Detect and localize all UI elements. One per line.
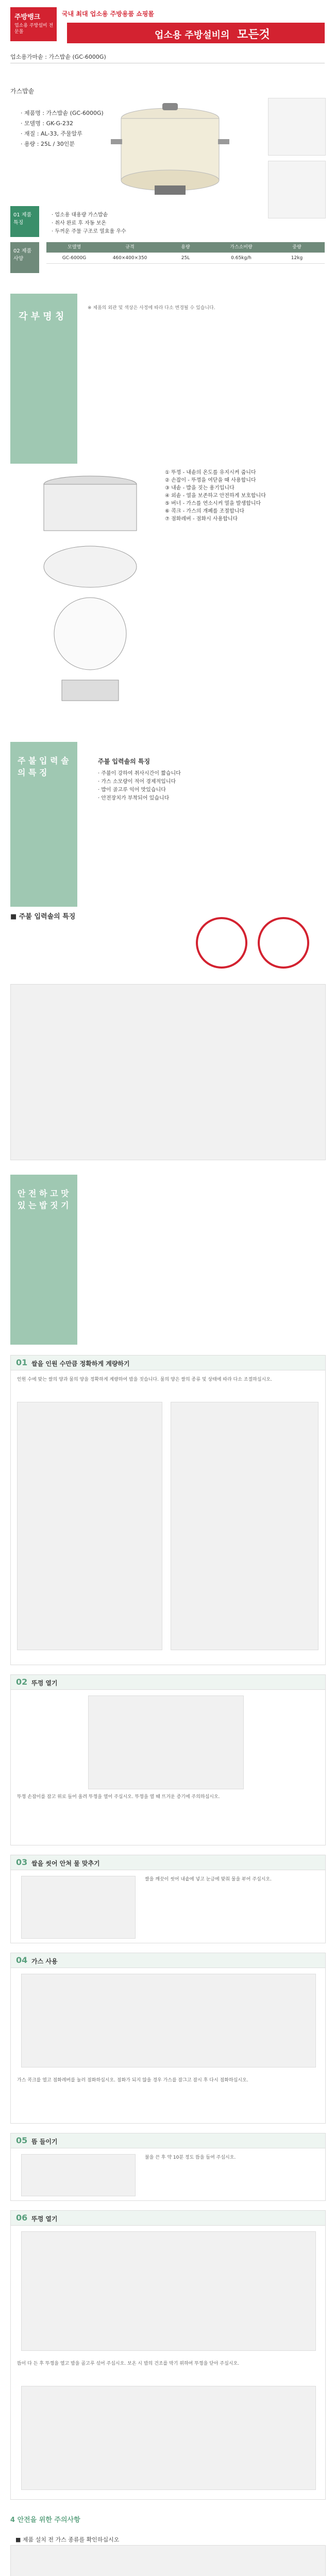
section-number: 2 bbox=[23, 798, 73, 882]
section-number-box bbox=[10, 1175, 77, 1345]
step-text: 불을 끈 후 약 10분 정도 뜸을 들여 주십시오. bbox=[145, 2155, 236, 2160]
section-title: 각 부 명 칭 bbox=[19, 311, 64, 322]
burner-feature-list bbox=[98, 757, 314, 803]
step-text: 인원 수에 맞는 쌀의 양과 물의 양을 정확하게 계량하여 밥을 짓습니다. 물의 양은 쌀의 종류 및 상태에 따라 다소 조절하십시오. bbox=[17, 1377, 272, 1382]
burner-subtitle: 주불 입력솔의 특징 bbox=[98, 758, 150, 765]
logo-name: 주방뱅크 bbox=[14, 13, 41, 21]
product-thumbnails bbox=[268, 98, 325, 224]
burner-photo bbox=[10, 984, 326, 1160]
spec-line: · 제품명 : 가스밥솥 (GC-6000G) bbox=[21, 110, 104, 116]
part-label: ② 손잡이 - 뚜껑을 여닫을 때 사용합니다 bbox=[165, 478, 256, 483]
brand-logo[interactable] bbox=[10, 7, 57, 41]
thumbnail[interactable] bbox=[268, 98, 326, 156]
feature-list bbox=[52, 211, 126, 236]
section-part-names bbox=[0, 294, 335, 464]
safety-section bbox=[0, 2514, 335, 2576]
part-label: ⑤ 버너 - 가스를 연소시켜 열을 발생합니다 bbox=[165, 501, 261, 506]
step-image bbox=[88, 1696, 244, 1789]
step-card-04: 04 가스 사용 가스 콕크를 열고 점화레버를 눌러 점화하십시오. 점화가 되지 않을 경우 가스를 잠그고 잠시 후 다시 점화하십시오. bbox=[10, 1953, 326, 2124]
step-text: 뚜껑 손잡이를 잡고 위로 들어 올려 뚜껑을 열어 주십시오. 뚜껑을 열 때 뜨거운 증기에 주의하십시오. bbox=[17, 1794, 220, 1800]
burner-feature: · 안전장치가 부착되어 있습니다 bbox=[98, 795, 170, 801]
spec-table bbox=[46, 242, 325, 264]
part-label: ⑥ 콕크 - 가스의 개폐를 조절합니다 bbox=[165, 509, 245, 514]
section-title: 안 전 하 고 맛 있 는 밥 짓 기 bbox=[18, 1189, 69, 1210]
step-card-06: 06 뚜껑 열기 뜸이 다 든 후 뚜껑을 열고 밥을 골고루 섞어 주십시오. 보온 시 밥의 건조를 막기 위하여 뚜껑을 닫아 주십시오. bbox=[10, 2210, 326, 2500]
feature-item: · 두꺼운 주물 구조로 열효율 우수 bbox=[52, 229, 126, 234]
step-card-03: 03 쌀을 씻어 안쳐 물 맞추기 쌀을 깨끗이 씻어 내솥에 넣고 눈금에 맞춰 물을 부어 주십시오. bbox=[10, 1855, 326, 1943]
spec-table-head: 모델명 규격 용량 가스소비량 중량 bbox=[46, 242, 325, 253]
banner-main: 업소용 주방설비의 bbox=[155, 30, 230, 41]
water-table bbox=[171, 1402, 319, 1650]
section-number-box bbox=[10, 742, 77, 907]
product-hero bbox=[0, 77, 335, 294]
spec-line: · 모델명 : GK-G-232 bbox=[21, 120, 74, 127]
burner-feature: · 가스 소모량이 적어 경제적입니다 bbox=[98, 779, 176, 785]
feature-item: · 업소용 대용량 가스밥솥 bbox=[52, 212, 108, 218]
product-name: 가스밥솥 bbox=[10, 88, 35, 95]
header-tagline: 국내 최대 업소용 주방용품 쇼핑몰 bbox=[62, 10, 155, 18]
logo-subtitle: 업소용 주방설비 전문몰 bbox=[14, 23, 54, 35]
banner-big: 모든것 bbox=[237, 28, 270, 41]
part-label: ③ 내솥 - 밥을 짓는 용기입니다 bbox=[165, 485, 234, 491]
product-specs bbox=[21, 108, 104, 149]
spec-line: · 재질 : AL-33, 주물알루 bbox=[21, 130, 82, 137]
spec-table-row: GC-6000G 460×400×350 25L 0.65kg/h 12kg bbox=[46, 253, 325, 264]
safety-image bbox=[10, 2545, 326, 2576]
safety-item: ■ 제품 설치 전 가스 종류를 확인하십시오 bbox=[15, 2536, 120, 2543]
product-line: 업소용가마솥 : 가스밥솥 (GC-6000G) bbox=[10, 54, 106, 60]
section-main-burner bbox=[0, 742, 335, 907]
spec-line: · 용량 : 25L / 30인분 bbox=[21, 141, 75, 147]
burner-feature: · 밥이 골고루 익어 맛있습니다 bbox=[98, 787, 166, 793]
step-text: 뜸이 다 든 후 뚜껑을 열고 밥을 골고루 섞어 주십시오. 보온 시 밥의 건조를 막기 위하여 뚜껑을 닫아 주십시오. bbox=[17, 2361, 240, 2366]
product-bar bbox=[10, 52, 325, 63]
burner-image bbox=[186, 912, 320, 974]
section-burner-detail bbox=[0, 907, 335, 1175]
part-labels bbox=[165, 469, 320, 523]
step-card-05: 05 뜸 들이기 불을 끈 후 약 10분 정도 뜸을 들여 주십시오. bbox=[10, 2133, 326, 2201]
step-card-01: 01 쌀을 인원 수만큼 정확하게 계량하기 인원 수에 맞는 쌀의 양과 물의 양을 정확하게 계량하여 밥을 짓습니다. 물의 양은 쌀의 종류 및 상태에 따라 다소 조절하십시오. bbox=[10, 1355, 326, 1665]
part-label: ⑦ 점화레버 - 점화시 사용합니다 bbox=[165, 516, 238, 522]
section-number-box bbox=[10, 294, 77, 464]
section-parts-diagram bbox=[0, 464, 335, 732]
spec-badge: 02 제품사양 bbox=[10, 242, 39, 273]
step-card-02: 02 뚜껑 열기 뚜껑 손잡이를 잡고 위로 들어 올려 뚜껑을 열어 주십시오. 뚜껑을 열 때 뜨거운 증기에 주의하십시오. bbox=[10, 1674, 326, 1845]
rice-table bbox=[17, 1402, 162, 1650]
part-label: ① 뚜껑 - 내솥의 온도를 유지시켜 줍니다 bbox=[165, 470, 256, 476]
rice-cooker-image bbox=[108, 98, 232, 201]
burner-feature: · 주불이 강하여 취사시간이 짧습니다 bbox=[98, 771, 181, 776]
warning-box bbox=[21, 2386, 316, 2490]
step-image bbox=[21, 1876, 136, 1939]
thumbnail[interactable] bbox=[268, 161, 326, 218]
feature-item: · 취사 완료 후 자동 보온 bbox=[52, 221, 107, 226]
page-header bbox=[0, 0, 335, 77]
section-cooking-guide bbox=[0, 1175, 335, 1345]
header-banner bbox=[67, 23, 325, 43]
step-text: 쌀을 깨끗이 씻어 내솥에 넣고 눈금에 맞춰 물을 부어 주십시오. bbox=[145, 1877, 272, 1882]
step-image bbox=[21, 2154, 136, 2196]
section-number: 1 bbox=[23, 349, 73, 433]
feature-badge: 01 제품특징 bbox=[10, 206, 39, 237]
safety-title: 4 안전을 위한 주의사항 bbox=[10, 2516, 80, 2524]
section-title: 주 불 입 력 솔 의 특 징 bbox=[18, 756, 69, 777]
step-text: 가스 콕크를 열고 점화레버를 눌러 점화하십시오. 점화가 되지 않을 경우 가스를 잠그고 잠시 후 다시 점화하십시오. bbox=[17, 2078, 248, 2083]
part-label: ④ 외솥 - 열을 보존하고 안전하게 보호합니다 bbox=[165, 493, 266, 499]
section-number: 3 bbox=[23, 1230, 73, 1314]
flame-title: ■ 주불 입력솔의 특징 bbox=[10, 913, 76, 921]
step-image bbox=[21, 1974, 316, 2067]
cooker-diagram bbox=[31, 464, 149, 711]
step-image bbox=[21, 2231, 316, 2351]
section-desc: ※ 제품의 외관 및 색상은 사정에 따라 다소 변경될 수 있습니다. bbox=[88, 306, 215, 311]
